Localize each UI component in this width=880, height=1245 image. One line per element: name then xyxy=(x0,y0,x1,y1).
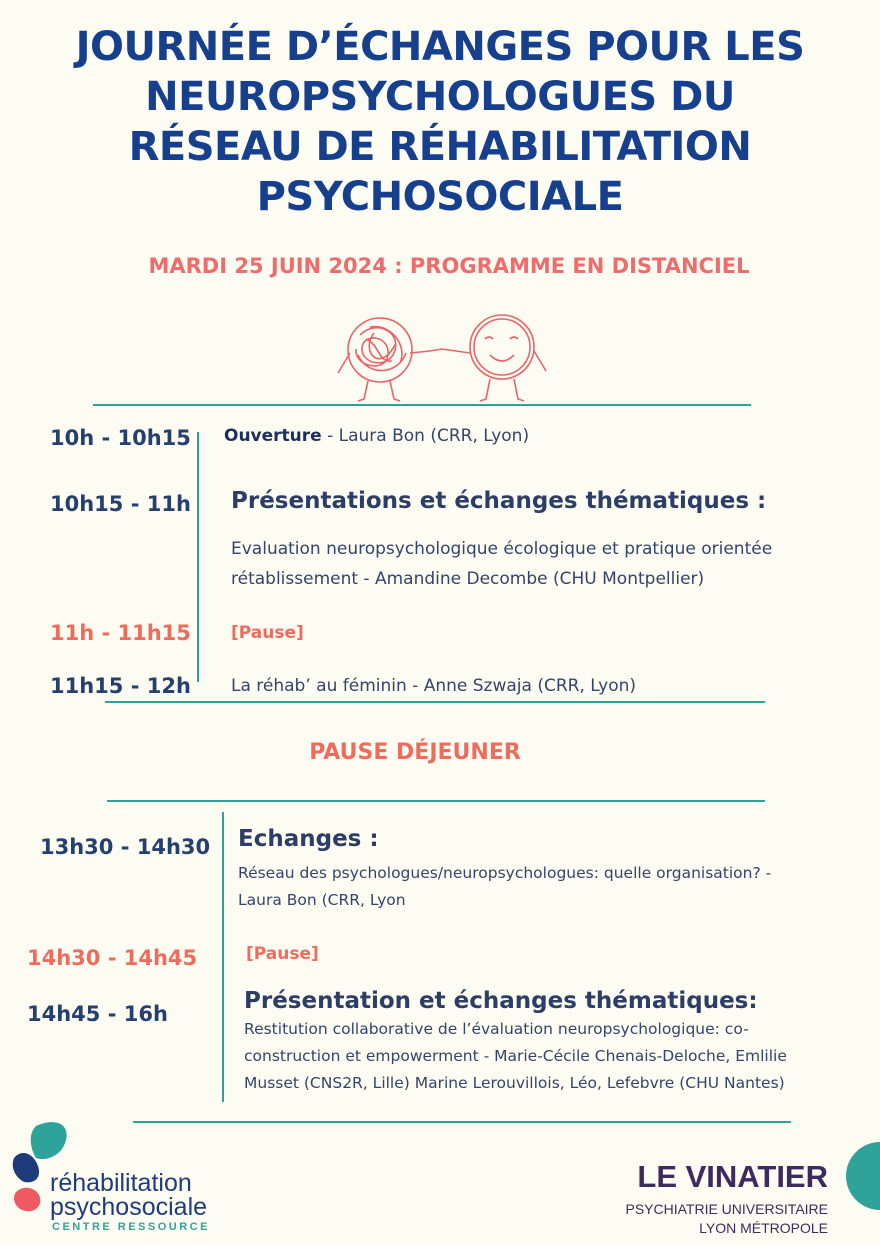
smiling-ball-character-icon xyxy=(442,315,546,401)
holding-hands-illustration xyxy=(330,305,555,410)
session-description xyxy=(231,534,772,594)
scribble-ball-character-icon xyxy=(338,318,442,401)
divider-afternoon-start xyxy=(107,800,765,802)
session-opening-label: Ouverture xyxy=(224,426,322,446)
session-time: 10h - 10h15 xyxy=(50,426,191,450)
session-description-line: Restitution collaborative de l’évaluation neuropsychologique: co- xyxy=(244,1020,749,1038)
pause-time: 11h - 11h15 xyxy=(50,621,191,645)
event-date-subtitle: MARDI 25 JUIN 2024 : PROGRAMME EN DISTANCIEL xyxy=(148,254,750,278)
pause-time: 14h30 - 14h45 xyxy=(27,946,198,970)
title-line-2: NEUROPSYCHOLOGUES DU xyxy=(145,74,735,120)
rehabilitation-logo-text xyxy=(50,1171,207,1219)
session-description xyxy=(244,1016,787,1097)
session-time: 10h15 - 11h xyxy=(50,492,191,516)
afternoon-timeline xyxy=(222,812,224,1102)
vinatier-logo-name: LE VINATIER xyxy=(637,1159,828,1194)
logo-line: psychosociale xyxy=(50,1193,208,1221)
title-line-4: PSYCHOSOCIALE xyxy=(256,174,624,220)
session-description-line: Réseau des psychologues/neuropsychologues: quelle organisation? - xyxy=(238,864,772,882)
lunch-break-label: PAUSE DÉJEUNER xyxy=(309,740,521,765)
teal-half-circle-icon xyxy=(844,1142,880,1214)
session-heading: Présentations et échanges thématiques : xyxy=(231,488,767,514)
vinatier-logo-subtitle xyxy=(625,1200,828,1238)
session-time: 13h30 - 14h30 xyxy=(40,835,211,859)
session-description-line: Laura Bon (CRR, Lyon xyxy=(238,891,406,909)
divider-morning-end xyxy=(105,701,765,703)
pause-label: [Pause] xyxy=(246,944,319,964)
session-time: 11h15 - 12h xyxy=(50,674,191,698)
session-description-line: Musset (CNS2R, Lille) Marine Lerouvillois, Léo, Lefebvre (CHU Nantes) xyxy=(244,1074,785,1092)
session-heading: Présentation et échanges thématiques: xyxy=(244,988,758,1014)
logo-line: LYON MÉTROPOLE xyxy=(699,1220,828,1236)
session-description: La réhab’ au féminin - Anne Szwaja (CRR, Lyon) xyxy=(231,676,637,696)
divider-top xyxy=(93,404,751,406)
session-opening-speaker: - Laura Bon (CRR, Lyon) xyxy=(321,426,530,446)
session-heading: Echanges : xyxy=(238,826,379,852)
morning-timeline xyxy=(197,432,199,682)
session-opening xyxy=(224,421,529,451)
divider-bottom xyxy=(133,1121,791,1123)
session-description-line: construction et empowerment - Marie-Cécile Chenais-Deloche, Emlilie xyxy=(244,1047,787,1065)
session-description xyxy=(238,860,771,914)
page-title xyxy=(20,22,860,222)
title-line-3: RÉSEAU DE RÉHABILITATION xyxy=(128,124,752,170)
pause-label: [Pause] xyxy=(231,623,304,643)
session-description-line: rétablissement - Amandine Decombe (CHU Montpellier) xyxy=(231,569,705,589)
logo-line: réhabilitation xyxy=(50,1169,192,1197)
rehabilitation-logo-subtitle: CENTRE RESSOURCE xyxy=(52,1221,210,1233)
logo-line: PSYCHIATRIE UNIVERSITAIRE xyxy=(625,1201,828,1217)
session-time: 14h45 - 16h xyxy=(27,1002,168,1026)
title-line-1: JOURNÉE D’ÉCHANGES POUR LES xyxy=(75,24,805,70)
session-description-line: Evaluation neuropsychologique écologique et pratique orientée xyxy=(231,539,773,559)
